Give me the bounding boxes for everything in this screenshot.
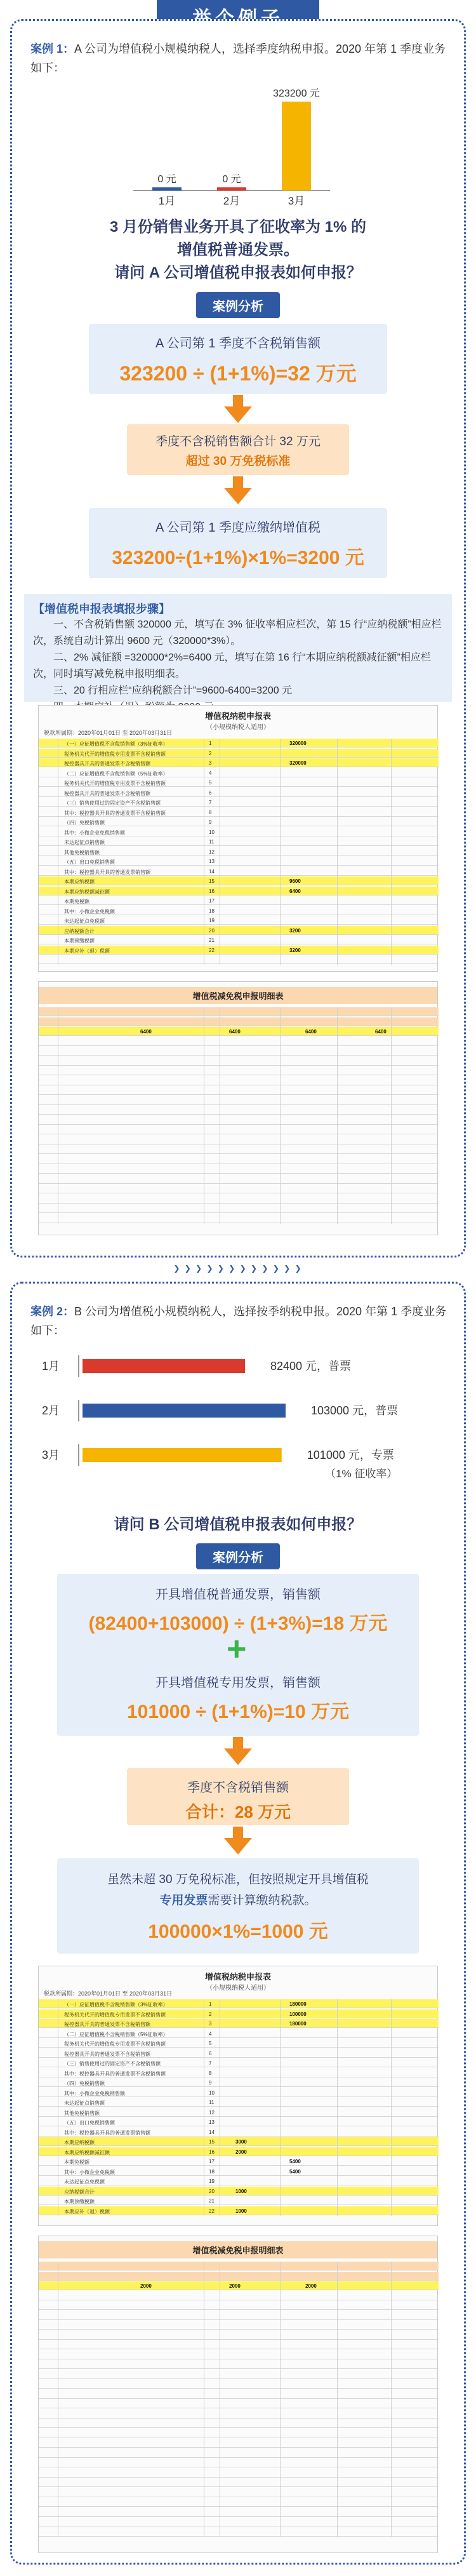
form-value: 3200 [289,947,301,953]
form-row-label: 其中：小微企业免税额 [64,908,115,915]
form-row [39,1155,439,1164]
case2-category-label: 1月 [42,1360,60,1372]
case1-category-label: 2月 [223,195,241,207]
form-row-number: 8 [209,809,212,815]
form-row [39,2449,439,2458]
form-value: 1000 [235,2188,247,2194]
case2-bar-2 [83,1404,286,1418]
case1-box1 [89,324,387,394]
form-row [39,2508,439,2517]
form-row-number: 19 [209,918,215,923]
form-column-line [391,739,392,965]
case2-intro-text: B 公司为增值税小规模纳税人，选择按季纳税申报。2020 年第 1 季度业务如下： [30,1305,447,1337]
form-row [39,2262,439,2271]
form-row-number: 14 [209,868,215,875]
form-row [39,1106,439,1115]
form-column-line [280,2262,281,2537]
form-row-number: 13 [209,2119,215,2125]
form-value: 9600 [289,878,301,884]
form-row [39,1077,439,1085]
case2-box1-formula2: 101000 ÷ (1+1%)=10 万元 [126,1701,349,1722]
form-row-number: 22 [209,2208,215,2214]
form-value: 6400 [375,1029,387,1035]
case1-box3 [89,508,387,578]
case1-question [25,216,451,285]
case2-plus-sign: + [227,1630,247,1668]
case1-arrow1 [224,406,252,423]
case2-detail-rows [39,2262,439,2547]
case1-detail-form [38,981,438,1235]
case2-question: 请问 B 公司增值税申报表如何申报？ [114,1516,362,1533]
form-row-number: 22 [209,947,215,953]
form-row-label: （五）出口免税销售额 [64,2120,115,2126]
case1-steps-title: 【增值税申报表填报步骤】 [33,603,170,615]
case2-box3-line2 [57,1891,419,1908]
form-row-label: 应纳税额合计 [64,2189,95,2195]
form-column-line [337,1999,338,2216]
form-row-label: 本期应纳税额 [64,2140,95,2145]
form-value: 180000 [289,2001,307,2007]
form-row-number: 6 [209,789,212,796]
form-row [39,955,439,964]
case1-box1-title: A 公司第 1 季度不含税销售额 [155,337,321,351]
case1-bar-chart [114,83,368,210]
form-row-number: 20 [209,2188,215,2194]
form-row [39,2429,439,2438]
case2-arrow1-stem [233,1737,243,1748]
case1-form-period: 税款所属期：2020年01月01日 至 2020年03月31日 [44,730,173,736]
form-row [39,2399,439,2408]
form-row-number: 17 [209,898,215,904]
form-row-number: 10 [209,2090,215,2096]
form-row [39,2340,439,2349]
form-row [39,2321,439,2330]
form-row-number: 2 [209,750,212,756]
form-row-label: （四）免税销售额 [64,820,105,826]
case2-arrow2-stem [233,1827,243,1838]
case2-category-label: 3月 [42,1449,60,1461]
form-row-number: 12 [209,849,215,855]
form-row [39,2351,439,2359]
form-value: 6400 [305,1029,317,1035]
form-row-label: （三）销售使用过的固定资产不含税销售额 [64,800,161,806]
form-row-label: 未达起征点销售额 [64,840,105,845]
form-row-number: 21 [209,937,215,943]
form-row [39,2291,439,2300]
form-row [39,1136,439,1144]
form-row-label: 本期应纳税额 [64,879,95,885]
form-row-label: （三）销售使用过的固定资产不含税销售额 [64,2061,161,2067]
case2-form-title: 增值税纳税申报表 [204,1972,271,1982]
case1-category-label: 3月 [288,195,305,207]
form-row [39,926,439,935]
case1-category-label: 1月 [158,195,176,207]
form-row-label: 本期预缴税额 [64,938,95,944]
form-row-label: （二）应征增值税不含税销售额（5%征收率） [64,2031,168,2037]
form-row-label: 本期免税额 [64,899,89,904]
form-column-line [337,739,338,965]
form-row-label: （一）应征增值税不含税销售额（3%征收率） [64,741,168,747]
case1-bar-2 [217,187,246,191]
case2-box1-line1: 开具增值税普通发票，销售额 [155,1588,321,1602]
form-row [39,2196,439,2205]
case2-bar-value-label: 103000 元，普票 [311,1404,399,1417]
form-row-label: 其中：税控器具开具的普通发票不含税销售额 [64,810,166,816]
form-column-line [391,2262,392,2537]
case1-question-line1: 3 月份销售业务开具了征收率为 1% 的 [109,218,367,236]
form-row-number: 10 [209,829,215,835]
form-row-label: 未达起征点免税额 [64,2179,105,2185]
form-row-number: 1 [209,2001,212,2007]
form-row [39,1204,439,1213]
form-row [39,1047,439,1056]
case1-question-line3: 请问 A 公司增值税申报表如何申报？ [114,264,362,281]
form-row-label: 本期应纳税额减征额 [64,889,110,895]
form-row-number: 20 [209,927,215,934]
form-value: 180000 [289,2021,307,2027]
form-row-number: 8 [209,2070,212,2076]
form-value: 5400 [289,2168,301,2175]
form-value: 5400 [289,2159,301,2164]
case2-bar-1 [83,1359,245,1373]
case2-arrow2 [224,1838,252,1855]
form-row-number: 21 [209,2198,215,2204]
case2-intro [30,1302,449,1340]
form-row-number: 16 [209,2149,215,2155]
case2-detail-title: 增值税减免税申报明细表 [39,2241,437,2258]
form-row-label: 其中：税控器具开具的普通发票不含税销售额 [64,2070,166,2077]
case2-form-rows [39,1999,439,2222]
case1-bar-value-label: 323200 元 [273,88,320,99]
form-row [39,2419,439,2428]
form-column-line [391,1999,392,2216]
form-row [39,2390,439,2399]
case2-box3-line1: 虽然未超 30 万免税标准，但按照规定开具增值税 [107,1873,369,1886]
form-row-number: 3 [209,760,212,766]
case2-box2 [127,1768,349,1825]
form-row [39,876,439,885]
form-value: 6400 [229,1029,241,1035]
form-row-number: 7 [209,2060,212,2066]
form-row [39,2301,439,2310]
form-row [39,2469,439,2478]
form-row [39,2439,439,2448]
form-row-number: 17 [209,2159,215,2164]
case1-box1-formula: 323200 ÷ (1+1%)=32 万元 [119,362,357,385]
form-row [39,2380,439,2389]
form-value: 2000 [140,2283,152,2289]
form-row-label: （四）免税销售额 [64,2081,105,2086]
case1-box3-title: A 公司第 1 季度应缴纳增值税 [155,521,321,535]
form-row-number: 7 [209,800,212,805]
form-row [39,936,439,944]
form-row-label: 其中：小微企业免税额 [64,2169,115,2175]
form-row [39,1096,439,1105]
form-column-line [280,739,281,965]
form-row [39,1037,439,1046]
form-row [39,1116,439,1125]
case1-step-1: 一、不含税销售额 320000 元，填写在 3% 征收率相应栏次，第 15 行“应纳税额”相应栏次，系统自动计算出 9600 元（320000*3%）。 [33,619,442,647]
form-row-label: （二）应征增值税不含税销售额（5%征收率） [64,770,168,777]
case2-form-subtitle: （小规模纳税人适用） [206,1985,270,1992]
form-row [39,2311,439,2320]
form-row [39,1175,439,1184]
case1-detail-rows [39,1007,439,1230]
case1-box2-line2: 超过 30 万免税标准 [185,455,291,468]
case2-box3-line2-rest: 需要计算缴纳税款。 [208,1894,317,1907]
form-row-label: 本期应纳税额减征额 [64,2149,110,2156]
form-row-number: 18 [209,2168,215,2175]
case2-analysis-tag: 案例分析 [196,1543,280,1569]
form-row [39,2478,439,2487]
form-row [39,2518,439,2526]
form-row-label: 税务机关代开的增值税专用发票不含税销售额 [64,751,166,757]
form-row-label: 其他免税销售额 [64,849,100,855]
form-value: 100000 [289,2011,307,2017]
form-row-number: 14 [209,2129,215,2135]
case1-step-3: 三、20 行相应栏“应纳税额合计”=9600-6400=3200 元 [53,685,293,696]
case1-arrow1-stem [233,395,243,406]
form-row-label: 未达起征点免税额 [64,918,105,924]
case2-box2-line2: 合计：28 万元 [185,1802,291,1821]
form-row-label: 其他免税销售额 [64,2110,100,2116]
case1-form-subtitle: （小规模纳税人适用） [206,724,270,731]
case1-form [38,705,438,972]
form-row-number: 11 [209,2100,215,2105]
case2-box3-formula: 100000×1%=1000 元 [148,1921,328,1942]
case1-question-line2: 增值税普通发票。 [177,241,299,258]
form-row [39,1195,439,1204]
form-row-number: 4 [209,770,212,776]
form-row-label: 税务机关代开的增值税专用发票不含税销售额 [64,781,166,786]
form-value: 320000 [289,741,307,746]
form-row-label: （一）应征增值税不含税销售额（3%征收率） [64,2002,168,2008]
form-row-number: 18 [209,908,215,914]
form-row-number: 9 [209,2080,212,2086]
form-row [39,1057,439,1066]
form-row-number: 11 [209,839,215,845]
form-value: 320000 [289,760,307,766]
form-row-number: 13 [209,859,215,864]
case2-box1-line2: 开具增值税专用发票，销售额 [155,1676,321,1690]
case1-analysis-tag: 案例分析 [196,292,280,318]
case2-arrow1 [224,1748,252,1765]
form-row-label: 其中：小微企业免税销售额 [64,2090,125,2096]
form-row-number: 1 [209,741,212,746]
form-row-number: 12 [209,2109,215,2116]
form-row-label: 其中：小微企业免税销售额 [64,829,125,836]
case2-box3 [57,1858,419,1954]
case2-form [38,1966,438,2226]
form-column-line [337,1007,338,1224]
form-row-label: 未达起征点销售额 [64,2100,105,2106]
case2-bar-value-label: 82400 元，普票 [270,1360,352,1372]
form-row-label: 税控器具开具的普通发票不含税销售额 [64,2051,150,2057]
case2-detail-form [38,2236,438,2553]
form-value: 6400 [289,888,301,894]
case2-box3-special: 专用发票 [159,1894,208,1907]
form-column-line [391,1007,392,1224]
form-row-label: 本期应补（退）税额 [64,948,110,954]
section-separator: ❯ ❯ ❯ ❯ ❯ ❯ ❯ ❯ ❯ ❯ ❯ ❯ [173,1264,303,1273]
case2-chart-note: （1% 征收率） [325,1468,398,1480]
form-row-number: 2 [209,2011,212,2017]
form-value: 3000 [235,2139,247,2145]
case1-arrow2 [224,488,252,504]
form-value: 2000 [235,2149,247,2155]
form-row-label: 税务机关代开的增值税专用发票不含税销售额 [64,2011,166,2018]
case1-bar-1 [152,187,182,191]
form-row [39,1066,439,1075]
form-column-line [280,1007,281,1224]
case1-steps [24,594,452,702]
case1-intro-label: 案例 1： [30,43,75,55]
case2-bar-chart [38,1346,438,1499]
form-value: 2000 [229,2283,241,2289]
form-row-number: 6 [209,2050,212,2056]
form-row [39,1214,439,1223]
case2-intro-label: 案例 2： [30,1305,75,1318]
case1-detail-title: 增值税减免税申报明细表 [39,987,437,1004]
form-row-number: 9 [209,819,212,825]
form-row [39,2331,439,2340]
form-value: 1000 [235,2208,247,2214]
form-row-label: 本期预缴税额 [64,2199,95,2204]
form-row-label: 其中：税控器具开具的普通发票销售额 [64,869,150,875]
form-row-label: 本期免税额 [64,2159,89,2165]
case1-bar-value-label: 0 元 [157,174,176,185]
case2-category-label: 2月 [42,1404,60,1417]
case1-intro [30,39,449,77]
form-row [39,1184,439,1193]
form-row-label: （五）出口免税销售额 [64,859,115,865]
form-row [39,2272,439,2281]
case1-form-rows [39,739,439,967]
form-row [39,2360,439,2369]
form-row [39,1007,439,1016]
case1-box2-line1: 季度不含税销售额合计 32 万元 [155,435,321,448]
form-row-label: 本期应补（退）税额 [64,2208,110,2215]
form-value: 6400 [140,1029,152,1035]
form-row-number: 3 [209,2021,212,2027]
form-row [39,1086,439,1095]
case1-step-2: 二、2% 减征额 =320000*2%=6400 元，填写在第 16 行“本期应纳税额减征额”相应栏次，同时填写减免税申报明细表。 [33,652,431,680]
form-row [39,1017,439,1026]
form-row-number: 15 [209,2139,215,2145]
form-row-number: 5 [209,2041,212,2046]
case1-box3-formula: 323200÷(1+1%)×1%=3200 元 [112,547,364,568]
form-row [39,1165,439,1174]
form-row-number: 19 [209,2178,215,2184]
form-row-number: 5 [209,780,212,786]
case2-box1-formula1: (82400+103000) ÷ (1+3%)=18 万元 [88,1613,388,1634]
form-row [39,2498,439,2507]
form-row [39,2528,439,2537]
form-value: 2000 [305,2283,317,2289]
form-row [39,1125,439,1134]
form-row-label: 应纳税额合计 [64,928,95,934]
form-row-number: 15 [209,878,215,884]
form-column-line [280,1999,281,2216]
form-row-label: 税控器具开具的普通发票不含税销售额 [64,790,150,796]
case2-box2-line1: 季度不含税销售额 [187,1781,289,1795]
form-row [39,2370,439,2379]
form-row-label: 税控器具开具的普通发票不含税销售额 [64,2022,150,2027]
case2-form-period: 税款所属期：2020年01月01日 至 2020年03月31日 [44,1990,173,1997]
form-row-label: 税控器具开具的普通发票不含税销售额 [64,761,150,767]
case1-box2 [127,424,349,475]
case1-analysis-tag-wrap [0,292,476,318]
form-column-line [337,2262,338,2537]
form-row-label: 税务机关代开的增值税专用发票不含税销售额 [64,2041,166,2047]
form-value: 3200 [289,927,301,934]
case1-bar-value-label: 0 元 [222,174,241,185]
form-row [39,2410,439,2418]
case1-bar-3 [282,102,311,191]
form-row-number: 16 [209,888,215,894]
form-row [39,1145,439,1154]
form-row [39,2157,439,2166]
form-row-number: 4 [209,2030,212,2037]
case2-bar-3 [83,1448,282,1462]
case2-bar-value-label: 101000 元，专票 [307,1449,394,1461]
form-row [39,896,439,905]
case1-intro-text: A 公司为增值税小规模纳税人，选择季度纳税申报。2020 年第 1 季度业务如下： [30,43,446,74]
form-row [39,2488,439,2497]
form-row [39,2459,439,2467]
form-row-label: 其中：税控器具开具的普通发票销售额 [64,2130,150,2136]
case1-form-title: 增值税纳税申报表 [204,711,271,721]
case2-analysis-tag-wrap [0,1543,476,1569]
case1-arrow2-stem [233,476,243,488]
